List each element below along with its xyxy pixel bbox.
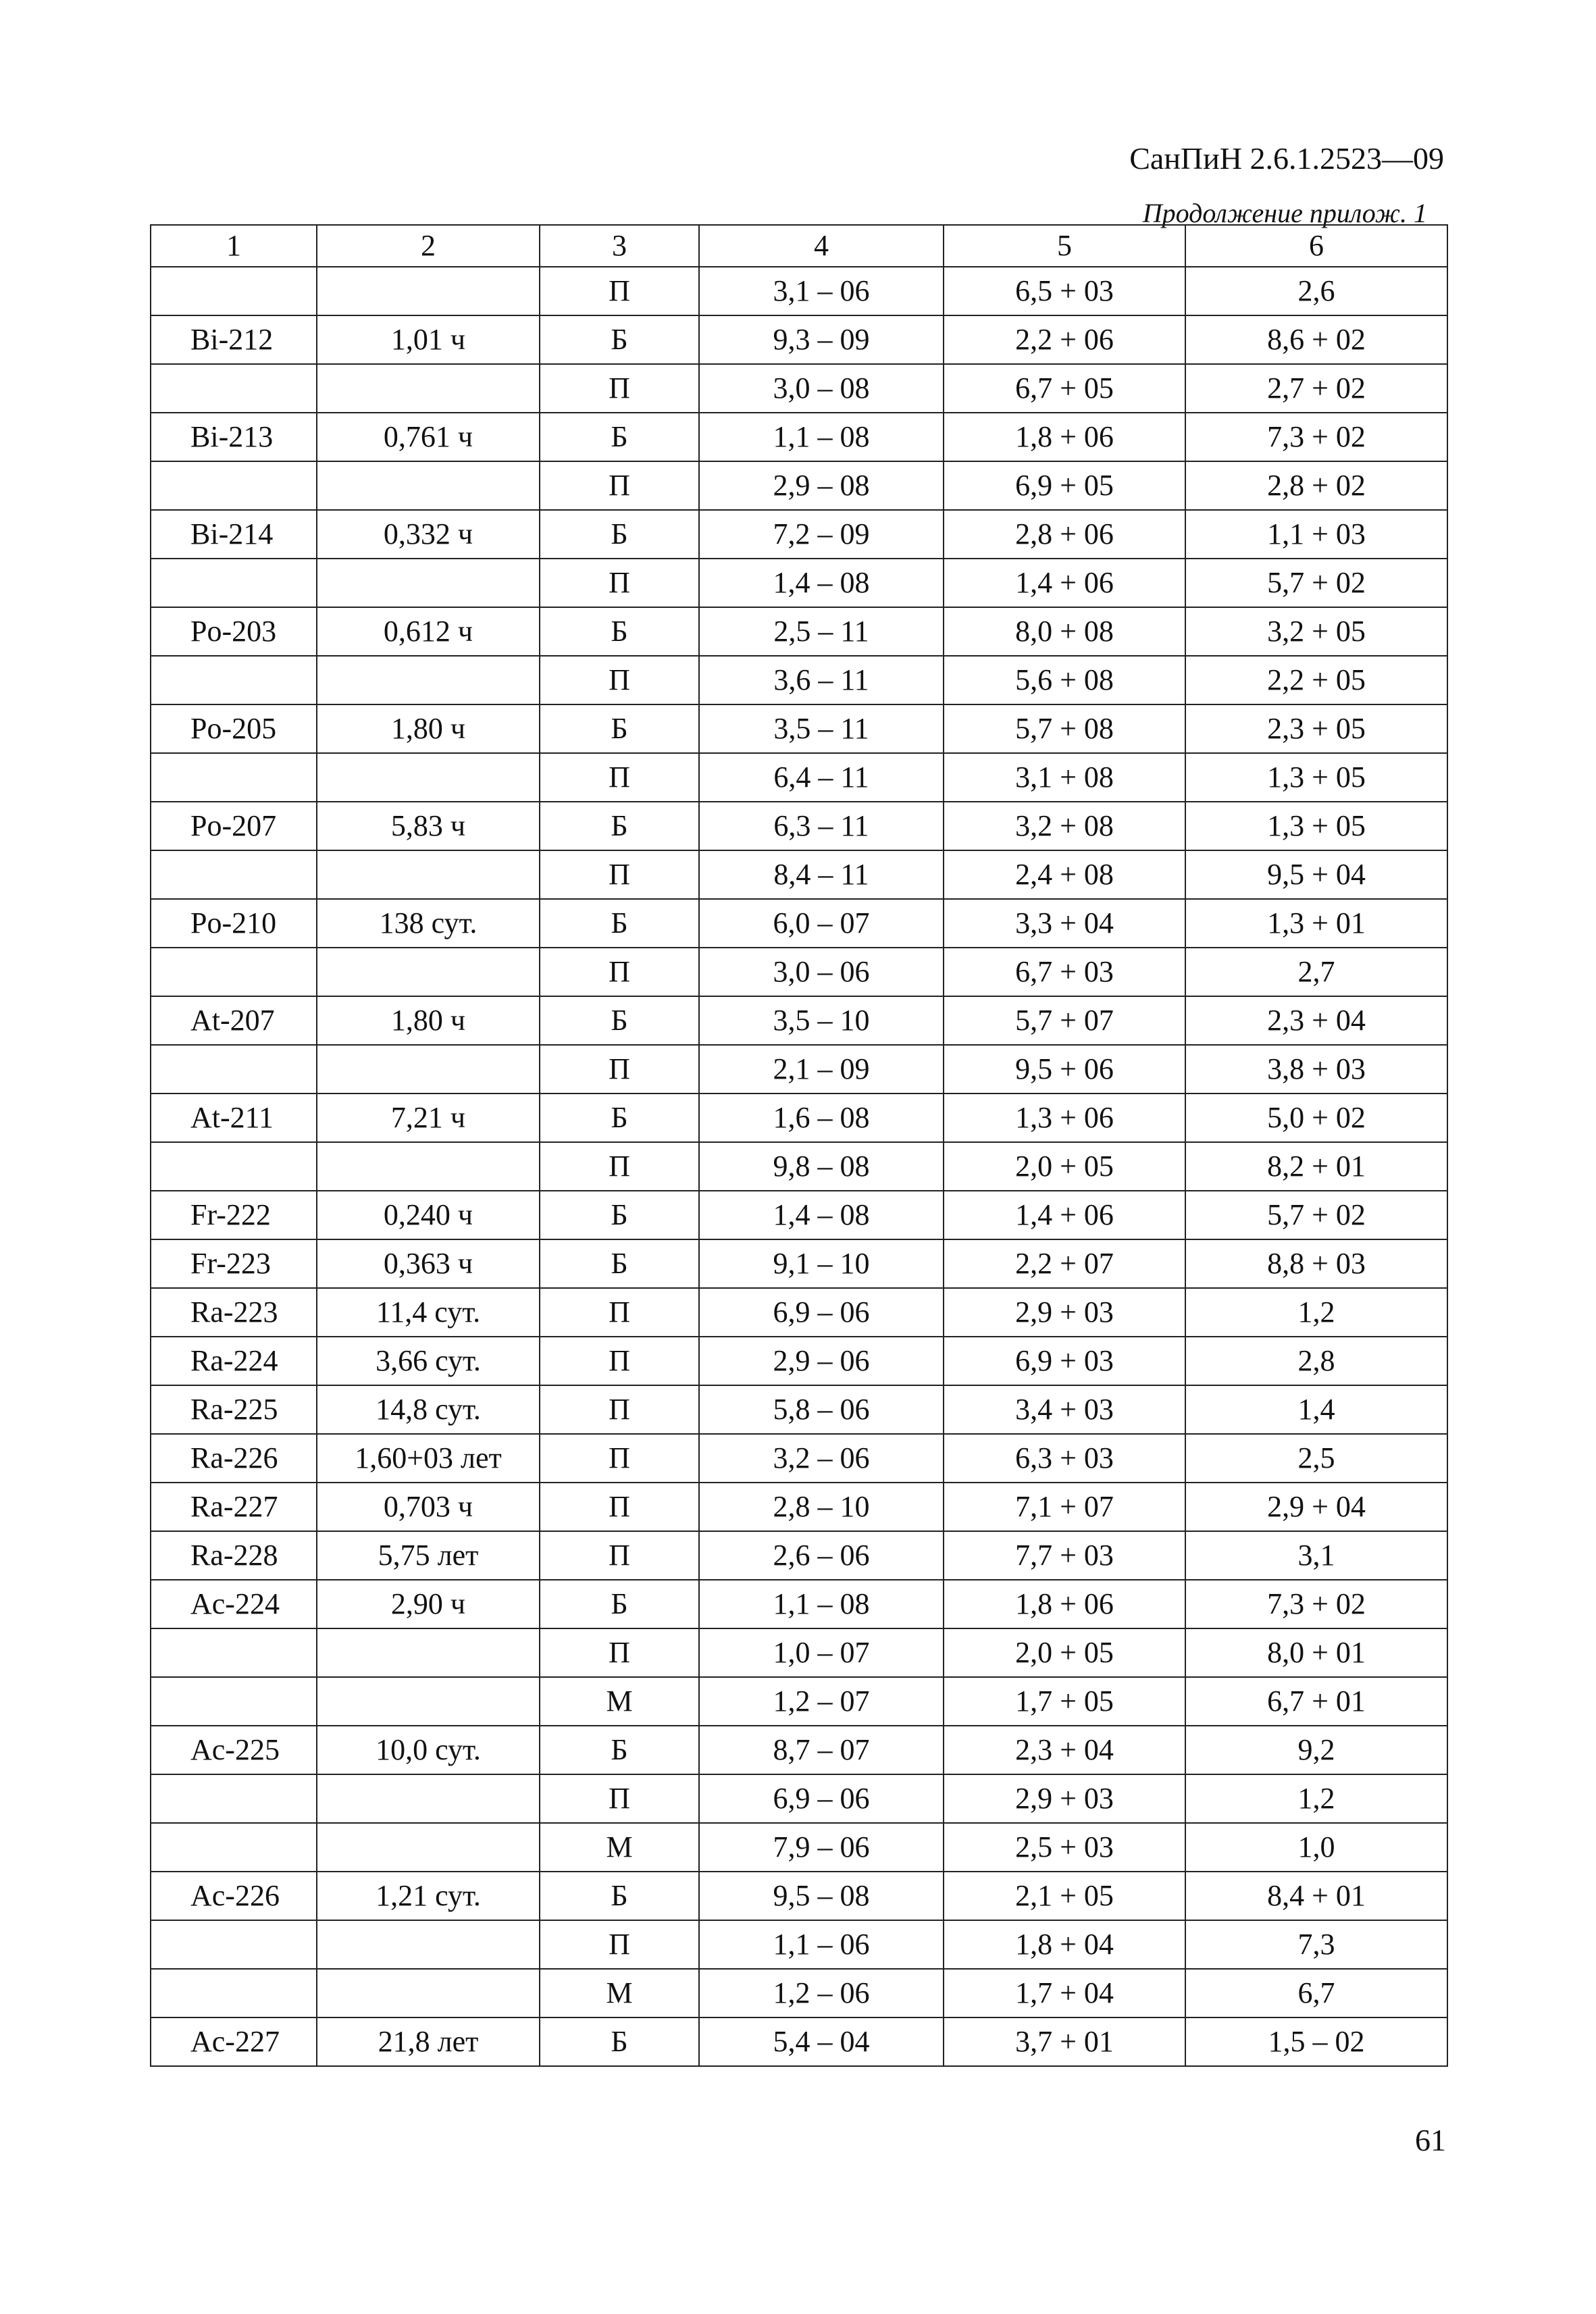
value-col4-cell: 3,6 – 11 bbox=[699, 656, 944, 704]
value-col4-cell: 1,4 – 08 bbox=[699, 559, 944, 607]
half-life-cell bbox=[317, 1823, 540, 1872]
type-cell: П bbox=[540, 1483, 699, 1531]
column-header: 6 bbox=[1185, 225, 1447, 267]
type-cell: Б bbox=[540, 1726, 699, 1774]
value-col5-cell: 2,0 + 05 bbox=[944, 1142, 1185, 1191]
table-row bbox=[151, 1628, 1447, 1677]
half-life-cell bbox=[317, 1628, 540, 1677]
nuclide-cell: Bi-214 bbox=[151, 510, 317, 559]
type-cell: Б bbox=[540, 2017, 699, 2066]
type-cell: Б bbox=[540, 802, 699, 850]
nuclide-cell: Fr-223 bbox=[151, 1239, 317, 1288]
value-col6-cell: 1,4 bbox=[1185, 1385, 1447, 1434]
table-row bbox=[151, 1045, 1447, 1094]
value-col6-cell: 2,3 + 04 bbox=[1185, 996, 1447, 1045]
value-col5-cell: 1,8 + 06 bbox=[944, 413, 1185, 461]
table-row bbox=[151, 315, 1447, 364]
nuclide-cell: Bi-213 bbox=[151, 413, 317, 461]
value-col6-cell: 2,7 + 02 bbox=[1185, 364, 1447, 413]
continuation-note: Продолжение прилож. 1 bbox=[1142, 198, 1427, 228]
type-cell: П bbox=[540, 1337, 699, 1385]
value-col4-cell: 1,2 – 07 bbox=[699, 1677, 944, 1726]
half-life-cell: 11,4 сут. bbox=[317, 1288, 540, 1337]
value-col4-cell: 3,2 – 06 bbox=[699, 1434, 944, 1483]
table-row bbox=[151, 1191, 1447, 1239]
type-cell: П bbox=[540, 1774, 699, 1823]
value-col4-cell: 3,5 – 10 bbox=[699, 996, 944, 1045]
value-col5-cell: 2,2 + 07 bbox=[944, 1239, 1185, 1288]
value-col5-cell: 2,9 + 03 bbox=[944, 1288, 1185, 1337]
type-cell: М bbox=[540, 1677, 699, 1726]
half-life-cell bbox=[317, 1969, 540, 2017]
table-row bbox=[151, 1774, 1447, 1823]
value-col4-cell: 1,2 – 06 bbox=[699, 1969, 944, 2017]
half-life-cell: 0,363 ч bbox=[317, 1239, 540, 1288]
value-col6-cell: 7,3 + 02 bbox=[1185, 413, 1447, 461]
table-row bbox=[151, 1239, 1447, 1288]
type-cell: Б bbox=[540, 899, 699, 948]
type-cell: П bbox=[540, 656, 699, 704]
column-header: 1 bbox=[151, 225, 317, 267]
value-col6-cell: 1,3 + 01 bbox=[1185, 899, 1447, 948]
value-col6-cell: 3,2 + 05 bbox=[1185, 607, 1447, 656]
value-col4-cell: 8,4 – 11 bbox=[699, 850, 944, 899]
value-col6-cell: 9,5 + 04 bbox=[1185, 850, 1447, 899]
value-col5-cell: 7,7 + 03 bbox=[944, 1531, 1185, 1580]
table-row bbox=[151, 607, 1447, 656]
table-row bbox=[151, 1726, 1447, 1774]
value-col6-cell: 2,3 + 05 bbox=[1185, 704, 1447, 753]
table-row bbox=[151, 1920, 1447, 1969]
value-col5-cell: 1,8 + 06 bbox=[944, 1580, 1185, 1628]
type-cell: М bbox=[540, 1969, 699, 2017]
value-col5-cell: 1,7 + 04 bbox=[944, 1969, 1185, 2017]
value-col4-cell: 6,0 – 07 bbox=[699, 899, 944, 948]
half-life-cell: 0,612 ч bbox=[317, 607, 540, 656]
value-col6-cell: 8,6 + 02 bbox=[1185, 315, 1447, 364]
table-row bbox=[151, 1094, 1447, 1142]
type-cell: П bbox=[540, 1531, 699, 1580]
value-col6-cell: 9,2 bbox=[1185, 1726, 1447, 1774]
table-row bbox=[151, 267, 1447, 315]
table-row bbox=[151, 1677, 1447, 1726]
value-col6-cell: 2,9 + 04 bbox=[1185, 1483, 1447, 1531]
half-life-cell: 2,90 ч bbox=[317, 1580, 540, 1628]
half-life-cell: 7,21 ч bbox=[317, 1094, 540, 1142]
half-life-cell bbox=[317, 1920, 540, 1969]
type-cell: Б bbox=[540, 1872, 699, 1920]
value-col6-cell: 7,3 bbox=[1185, 1920, 1447, 1969]
value-col5-cell: 2,8 + 06 bbox=[944, 510, 1185, 559]
value-col4-cell: 1,4 – 08 bbox=[699, 1191, 944, 1239]
type-cell: Б bbox=[540, 510, 699, 559]
value-col4-cell: 1,1 – 06 bbox=[699, 1920, 944, 1969]
value-col5-cell: 2,2 + 06 bbox=[944, 315, 1185, 364]
value-col5-cell: 6,7 + 03 bbox=[944, 948, 1185, 996]
table-row bbox=[151, 850, 1447, 899]
table-row bbox=[151, 364, 1447, 413]
type-cell: П bbox=[540, 461, 699, 510]
type-cell: Б bbox=[540, 315, 699, 364]
value-col4-cell: 5,8 – 06 bbox=[699, 1385, 944, 1434]
nuclide-cell: Po-210 bbox=[151, 899, 317, 948]
table-row bbox=[151, 413, 1447, 461]
value-col6-cell: 1,1 + 03 bbox=[1185, 510, 1447, 559]
type-cell: П bbox=[540, 753, 699, 802]
value-col6-cell: 2,8 + 02 bbox=[1185, 461, 1447, 510]
value-col5-cell: 2,4 + 08 bbox=[944, 850, 1185, 899]
value-col4-cell: 9,1 – 10 bbox=[699, 1239, 944, 1288]
type-cell: П bbox=[540, 1045, 699, 1094]
nuclide-cell bbox=[151, 559, 317, 607]
value-col5-cell: 6,9 + 05 bbox=[944, 461, 1185, 510]
value-col5-cell: 2,0 + 05 bbox=[944, 1628, 1185, 1677]
half-life-cell bbox=[317, 948, 540, 996]
table-row bbox=[151, 1823, 1447, 1872]
value-col4-cell: 3,0 – 08 bbox=[699, 364, 944, 413]
nuclide-cell bbox=[151, 948, 317, 996]
value-col5-cell: 3,3 + 04 bbox=[944, 899, 1185, 948]
value-col6-cell: 1,3 + 05 bbox=[1185, 802, 1447, 850]
nuclide-cell: At-211 bbox=[151, 1094, 317, 1142]
table-row bbox=[151, 461, 1447, 510]
half-life-cell: 5,83 ч bbox=[317, 802, 540, 850]
value-col6-cell: 1,0 bbox=[1185, 1823, 1447, 1872]
value-col6-cell: 1,3 + 05 bbox=[1185, 753, 1447, 802]
nuclide-cell: Po-203 bbox=[151, 607, 317, 656]
value-col4-cell: 1,0 – 07 bbox=[699, 1628, 944, 1677]
type-cell: Б bbox=[540, 1239, 699, 1288]
nuclide-cell bbox=[151, 1677, 317, 1726]
type-cell: П bbox=[540, 364, 699, 413]
value-col6-cell: 1,2 bbox=[1185, 1288, 1447, 1337]
table-row bbox=[151, 559, 1447, 607]
value-col4-cell: 2,6 – 06 bbox=[699, 1531, 944, 1580]
value-col4-cell: 6,4 – 11 bbox=[699, 753, 944, 802]
table-row bbox=[151, 2017, 1447, 2066]
value-col4-cell: 2,9 – 06 bbox=[699, 1337, 944, 1385]
half-life-cell: 1,80 ч bbox=[317, 704, 540, 753]
table-row bbox=[151, 1385, 1447, 1434]
value-col5-cell: 2,9 + 03 bbox=[944, 1774, 1185, 1823]
value-col5-cell: 3,7 + 01 bbox=[944, 2017, 1185, 2066]
value-col6-cell: 1,5 – 02 bbox=[1185, 2017, 1447, 2066]
half-life-cell: 21,8 лет bbox=[317, 2017, 540, 2066]
value-col4-cell: 6,9 – 06 bbox=[699, 1288, 944, 1337]
value-col4-cell: 9,3 – 09 bbox=[699, 315, 944, 364]
value-col5-cell: 1,8 + 04 bbox=[944, 1920, 1185, 1969]
value-col5-cell: 2,1 + 05 bbox=[944, 1872, 1185, 1920]
table-row bbox=[151, 656, 1447, 704]
value-col5-cell: 3,1 + 08 bbox=[944, 753, 1185, 802]
half-life-cell bbox=[317, 461, 540, 510]
half-life-cell bbox=[317, 1045, 540, 1094]
value-col5-cell: 8,0 + 08 bbox=[944, 607, 1185, 656]
value-col5-cell: 5,7 + 07 bbox=[944, 996, 1185, 1045]
value-col5-cell: 1,4 + 06 bbox=[944, 1191, 1185, 1239]
half-life-cell: 1,21 сут. bbox=[317, 1872, 540, 1920]
type-cell: Б bbox=[540, 607, 699, 656]
nuclide-cell bbox=[151, 364, 317, 413]
value-col5-cell: 3,4 + 03 bbox=[944, 1385, 1185, 1434]
nuclide-cell: Ac-224 bbox=[151, 1580, 317, 1628]
value-col6-cell: 2,8 bbox=[1185, 1337, 1447, 1385]
half-life-cell bbox=[317, 656, 540, 704]
table-row bbox=[151, 1483, 1447, 1531]
nuclide-cell: Ac-226 bbox=[151, 1872, 317, 1920]
nuclide-cell bbox=[151, 656, 317, 704]
nuclide-cell bbox=[151, 850, 317, 899]
nuclide-cell: Po-207 bbox=[151, 802, 317, 850]
half-life-cell: 1,01 ч bbox=[317, 315, 540, 364]
nuclide-cell bbox=[151, 1045, 317, 1094]
column-header: 4 bbox=[699, 225, 944, 267]
value-col4-cell: 6,3 – 11 bbox=[699, 802, 944, 850]
nuclide-cell: Ra-227 bbox=[151, 1483, 317, 1531]
half-life-cell bbox=[317, 753, 540, 802]
value-col4-cell: 3,0 – 06 bbox=[699, 948, 944, 996]
half-life-cell: 0,332 ч bbox=[317, 510, 540, 559]
value-col6-cell: 5,7 + 02 bbox=[1185, 1191, 1447, 1239]
value-col6-cell: 3,1 bbox=[1185, 1531, 1447, 1580]
value-col4-cell: 2,8 – 10 bbox=[699, 1483, 944, 1531]
half-life-cell: 0,240 ч bbox=[317, 1191, 540, 1239]
half-life-cell: 0,761 ч bbox=[317, 413, 540, 461]
value-col4-cell: 1,1 – 08 bbox=[699, 413, 944, 461]
nuclide-cell: At-207 bbox=[151, 996, 317, 1045]
value-col5-cell: 9,5 + 06 bbox=[944, 1045, 1185, 1094]
value-col6-cell: 8,8 + 03 bbox=[1185, 1239, 1447, 1288]
value-col6-cell: 6,7 + 01 bbox=[1185, 1677, 1447, 1726]
type-cell: П bbox=[540, 1628, 699, 1677]
half-life-cell: 14,8 сут. bbox=[317, 1385, 540, 1434]
type-cell: Б bbox=[540, 1580, 699, 1628]
type-cell: Б bbox=[540, 1191, 699, 1239]
table-body bbox=[151, 267, 1447, 2066]
nuclide-cell: Fr-222 bbox=[151, 1191, 317, 1239]
value-col4-cell: 7,2 – 09 bbox=[699, 510, 944, 559]
table-row bbox=[151, 996, 1447, 1045]
type-cell: П bbox=[540, 559, 699, 607]
value-col6-cell: 2,2 + 05 bbox=[1185, 656, 1447, 704]
type-cell: П bbox=[540, 1142, 699, 1191]
value-col4-cell: 7,9 – 06 bbox=[699, 1823, 944, 1872]
type-cell: П bbox=[540, 1434, 699, 1483]
document-code: СанПиН 2.6.1.2523—09 bbox=[1129, 141, 1444, 176]
value-col5-cell: 1,4 + 06 bbox=[944, 559, 1185, 607]
nuclide-cell: Ra-225 bbox=[151, 1385, 317, 1434]
value-col5-cell: 5,7 + 08 bbox=[944, 704, 1185, 753]
type-cell: М bbox=[540, 1823, 699, 1872]
value-col5-cell: 1,7 + 05 bbox=[944, 1677, 1185, 1726]
table-row bbox=[151, 899, 1447, 948]
nuclide-cell bbox=[151, 1628, 317, 1677]
half-life-cell bbox=[317, 267, 540, 315]
table-row bbox=[151, 704, 1447, 753]
value-col6-cell: 3,8 + 03 bbox=[1185, 1045, 1447, 1094]
type-cell: Б bbox=[540, 1094, 699, 1142]
value-col4-cell: 1,6 – 08 bbox=[699, 1094, 944, 1142]
radionuclide-table bbox=[150, 224, 1448, 2067]
nuclide-cell bbox=[151, 753, 317, 802]
nuclide-cell bbox=[151, 1920, 317, 1969]
half-life-cell: 1,80 ч bbox=[317, 996, 540, 1045]
type-cell: Б bbox=[540, 996, 699, 1045]
value-col6-cell: 8,4 + 01 bbox=[1185, 1872, 1447, 1920]
value-col5-cell: 3,2 + 08 bbox=[944, 802, 1185, 850]
table-row bbox=[151, 1142, 1447, 1191]
value-col6-cell: 1,2 bbox=[1185, 1774, 1447, 1823]
page-number: 61 bbox=[1415, 2123, 1446, 2157]
table-row bbox=[151, 1288, 1447, 1337]
nuclide-cell: Ra-228 bbox=[151, 1531, 317, 1580]
table-row bbox=[151, 1580, 1447, 1628]
half-life-cell bbox=[317, 559, 540, 607]
type-cell: П bbox=[540, 948, 699, 996]
value-col4-cell: 5,4 – 04 bbox=[699, 2017, 944, 2066]
nuclide-cell: Ac-227 bbox=[151, 2017, 317, 2066]
value-col4-cell: 8,7 – 07 bbox=[699, 1726, 944, 1774]
value-col6-cell: 5,7 + 02 bbox=[1185, 559, 1447, 607]
value-col4-cell: 3,5 – 11 bbox=[699, 704, 944, 753]
table-row bbox=[151, 948, 1447, 996]
nuclide-cell bbox=[151, 1823, 317, 1872]
nuclide-cell: Ac-225 bbox=[151, 1726, 317, 1774]
value-col6-cell: 5,0 + 02 bbox=[1185, 1094, 1447, 1142]
value-col4-cell: 9,8 – 08 bbox=[699, 1142, 944, 1191]
value-col5-cell: 6,9 + 03 bbox=[944, 1337, 1185, 1385]
nuclide-cell: Bi-212 bbox=[151, 315, 317, 364]
column-header: 3 bbox=[540, 225, 699, 267]
value-col5-cell: 6,3 + 03 bbox=[944, 1434, 1185, 1483]
value-col5-cell: 5,6 + 08 bbox=[944, 656, 1185, 704]
nuclide-cell: Ra-223 bbox=[151, 1288, 317, 1337]
half-life-cell: 138 сут. bbox=[317, 899, 540, 948]
half-life-cell bbox=[317, 1774, 540, 1823]
value-col6-cell: 2,7 bbox=[1185, 948, 1447, 996]
value-col6-cell: 2,5 bbox=[1185, 1434, 1447, 1483]
value-col6-cell: 2,6 bbox=[1185, 267, 1447, 315]
type-cell: Б bbox=[540, 704, 699, 753]
type-cell: П bbox=[540, 850, 699, 899]
half-life-cell: 1,60+03 лет bbox=[317, 1434, 540, 1483]
nuclide-cell bbox=[151, 1774, 317, 1823]
column-header: 5 bbox=[944, 225, 1185, 267]
table-row bbox=[151, 1872, 1447, 1920]
nuclide-cell bbox=[151, 1142, 317, 1191]
value-col5-cell: 7,1 + 07 bbox=[944, 1483, 1185, 1531]
half-life-cell bbox=[317, 1677, 540, 1726]
type-cell: Б bbox=[540, 413, 699, 461]
table-row bbox=[151, 1434, 1447, 1483]
value-col5-cell: 2,5 + 03 bbox=[944, 1823, 1185, 1872]
half-life-cell: 5,75 лет bbox=[317, 1531, 540, 1580]
value-col5-cell: 2,3 + 04 bbox=[944, 1726, 1185, 1774]
table-row bbox=[151, 1969, 1447, 2017]
value-col6-cell: 6,7 bbox=[1185, 1969, 1447, 2017]
value-col4-cell: 2,9 – 08 bbox=[699, 461, 944, 510]
table-row bbox=[151, 802, 1447, 850]
half-life-cell bbox=[317, 364, 540, 413]
half-life-cell bbox=[317, 1142, 540, 1191]
value-col5-cell: 6,5 + 03 bbox=[944, 267, 1185, 315]
half-life-cell: 0,703 ч bbox=[317, 1483, 540, 1531]
nuclide-cell bbox=[151, 267, 317, 315]
table-row bbox=[151, 510, 1447, 559]
nuclide-cell bbox=[151, 1969, 317, 2017]
nuclide-cell: Ra-224 bbox=[151, 1337, 317, 1385]
value-col6-cell: 8,0 + 01 bbox=[1185, 1628, 1447, 1677]
half-life-cell bbox=[317, 850, 540, 899]
nuclide-cell: Po-205 bbox=[151, 704, 317, 753]
value-col5-cell: 6,7 + 05 bbox=[944, 364, 1185, 413]
table-row bbox=[151, 753, 1447, 802]
half-life-cell: 10,0 сут. bbox=[317, 1726, 540, 1774]
type-cell: П bbox=[540, 1288, 699, 1337]
value-col5-cell: 1,3 + 06 bbox=[944, 1094, 1185, 1142]
type-cell: П bbox=[540, 267, 699, 315]
value-col4-cell: 9,5 – 08 bbox=[699, 1872, 944, 1920]
table-row bbox=[151, 1337, 1447, 1385]
column-header: 2 bbox=[317, 225, 540, 267]
value-col4-cell: 2,1 – 09 bbox=[699, 1045, 944, 1094]
half-life-cell: 3,66 сут. bbox=[317, 1337, 540, 1385]
value-col6-cell: 7,3 + 02 bbox=[1185, 1580, 1447, 1628]
nuclide-cell bbox=[151, 461, 317, 510]
type-cell: П bbox=[540, 1920, 699, 1969]
value-col4-cell: 3,1 – 06 bbox=[699, 267, 944, 315]
value-col4-cell: 1,1 – 08 bbox=[699, 1580, 944, 1628]
type-cell: П bbox=[540, 1385, 699, 1434]
value-col4-cell: 6,9 – 06 bbox=[699, 1774, 944, 1823]
value-col6-cell: 8,2 + 01 bbox=[1185, 1142, 1447, 1191]
value-col4-cell: 2,5 – 11 bbox=[699, 607, 944, 656]
nuclide-cell: Ra-226 bbox=[151, 1434, 317, 1483]
table-row bbox=[151, 1531, 1447, 1580]
table-header-row bbox=[151, 225, 1447, 267]
